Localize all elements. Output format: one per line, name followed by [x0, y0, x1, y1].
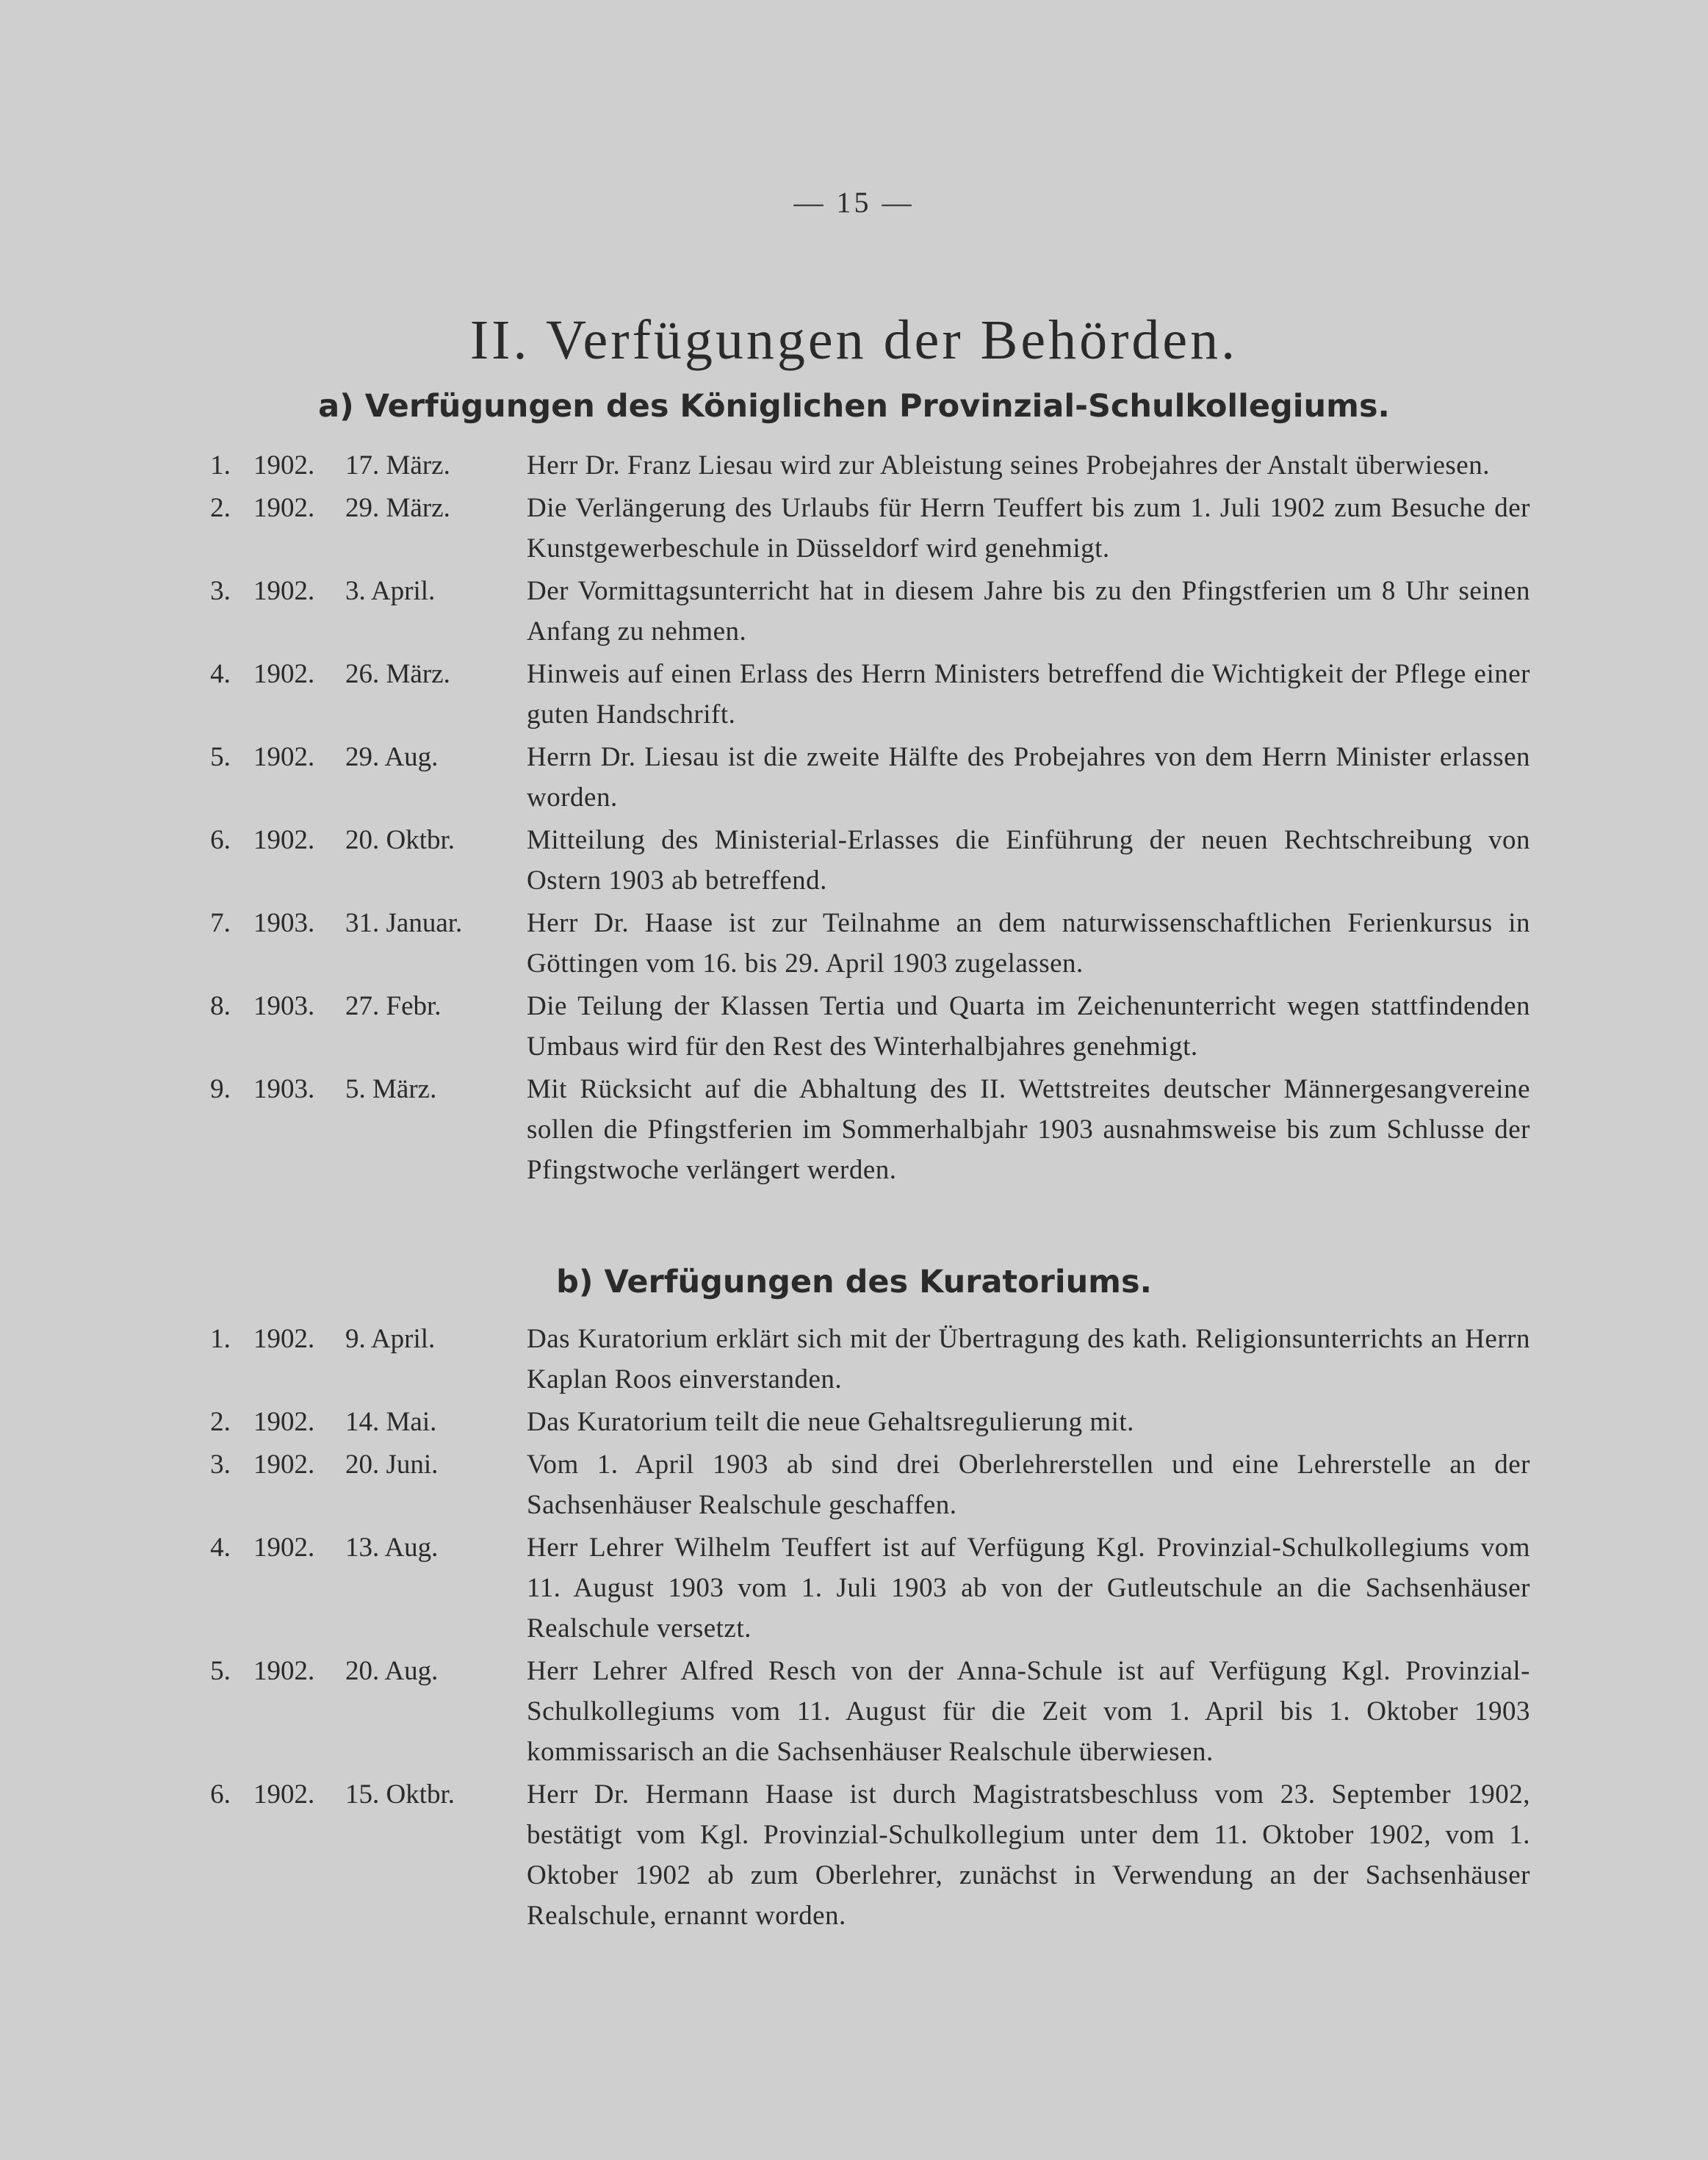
entry-a-2 — [0, 488, 1708, 569]
entry-year: 1903. — [253, 908, 315, 938]
entry-date: 17. März. — [345, 450, 450, 480]
entry-number: 8. — [210, 991, 231, 1021]
entry-number: 4. — [210, 1533, 231, 1563]
entry-number: 9. — [210, 1074, 231, 1104]
entry-a-1 — [0, 445, 1708, 486]
entry-b-5 — [0, 1651, 1708, 1772]
entry-text: Vom 1. April 1903 ab sind drei Oberlehrerstellen und eine Lehrerstelle an der Sachsenhäuser Realschule geschaffen. — [527, 1450, 1530, 1520]
entry-year: 1902. — [253, 1533, 315, 1563]
entry-text: Herr Dr. Haase ist zur Teilnahme an dem naturwissenschaftlichen Ferienkursus in Göttingen vom 16. bis 29. April 1903 zugelassen. — [527, 908, 1530, 979]
entry-date: 31. Januar. — [345, 908, 463, 938]
entry-b-3 — [0, 1444, 1708, 1525]
entry-date: 13. Aug. — [345, 1533, 439, 1563]
entry-date: 5. März. — [345, 1074, 437, 1104]
entry-year: 1902. — [253, 825, 315, 855]
entry-year: 1902. — [253, 659, 315, 689]
section-a-heading: a) Verfügungen des Königlichen Provinzial-Schulkollegiums. — [318, 388, 1390, 425]
entry-number: 2. — [210, 493, 231, 523]
entry-year: 1902. — [253, 576, 315, 606]
entry-text: Mit Rücksicht auf die Abhaltung des II. Wettstreites deutscher Männergesangvereine sollen die Pfingstferien im Sommerhalbjahr 1903 ausnahmsweise bis zum Schlusse der Pfingstwoche verlängert werden. — [527, 1074, 1530, 1185]
page-number: — 15 — — [793, 186, 915, 219]
entry-year: 1903. — [253, 1074, 315, 1104]
entry-date: 14. Mai. — [345, 1407, 437, 1437]
entry-year: 1902. — [253, 1450, 315, 1480]
entry-a-4 — [0, 654, 1708, 735]
entry-year: 1902. — [253, 493, 315, 523]
entry-b-4 — [0, 1527, 1708, 1649]
entry-number: 5. — [210, 1656, 231, 1686]
entry-year: 1902. — [253, 1779, 315, 1810]
entry-text: Herr Lehrer Alfred Resch von der Anna-Schule ist auf Verfügung Kgl. Provinzial-Schulkollegiums vom 11. August für die Zeit vom 1. April bis 1. Oktober 1903 kommissarisch an die Sachsenhäuser Realschule überwiesen. — [527, 1656, 1530, 1767]
entry-text: Das Kuratorium erklärt sich mit der Übertragung des kath. Religionsunterrichts an Herrn Kaplan Roos einverstanden. — [527, 1324, 1530, 1394]
entry-a-7 — [0, 903, 1708, 984]
entry-year: 1902. — [253, 1656, 315, 1686]
entry-text: Herrn Dr. Liesau ist die zweite Hälfte des Probejahres von dem Herrn Minister erlassen worden. — [527, 742, 1530, 813]
entry-number: 2. — [210, 1407, 231, 1437]
entry-number: 1. — [210, 1324, 231, 1354]
entry-number: 1. — [210, 450, 231, 480]
entry-year: 1902. — [253, 742, 315, 772]
entry-b-1 — [0, 1319, 1708, 1400]
entry-text: Die Verlängerung des Urlaubs für Herrn Teuffert bis zum 1. Juli 1902 zum Besuche der Kunstgewerbeschule in Düsseldorf wird genehmigt. — [527, 493, 1530, 564]
entry-number: 6. — [210, 825, 231, 855]
entry-date: 3. April. — [345, 576, 436, 606]
entry-year: 1902. — [253, 450, 315, 480]
entry-number: 5. — [210, 742, 231, 772]
entry-date: 9. April. — [345, 1324, 436, 1354]
entry-text: Das Kuratorium teilt die neue Gehaltsregulierung mit. — [527, 1407, 1134, 1437]
entry-date: 20. Juni. — [345, 1450, 439, 1480]
section-b-entries — [0, 1319, 1708, 1938]
entry-date: 20. Oktbr. — [345, 825, 455, 855]
entry-date: 20. Aug. — [345, 1656, 439, 1686]
page-title: II. Verfügungen der Behörden. — [469, 309, 1239, 371]
entry-number: 7. — [210, 908, 231, 938]
entry-text: Mitteilung des Ministerial-Erlasses die Einführung der neuen Rechtschreibung von Ostern 1903 ab betreffend. — [527, 825, 1530, 896]
entry-text: Die Teilung der Klassen Tertia und Quarta im Zeichenunterricht wegen stattfindenden Umbaus wird für den Rest des Winterhalbjahres genehmigt. — [527, 991, 1530, 1062]
entry-a-6 — [0, 820, 1708, 901]
entry-a-8 — [0, 986, 1708, 1067]
entry-a-3 — [0, 571, 1708, 652]
entry-a-5 — [0, 737, 1708, 818]
entry-number: 4. — [210, 659, 231, 689]
entry-text: Hinweis auf einen Erlass des Herrn Ministers betreffend die Wichtigkeit der Pflege einer guten Handschrift. — [527, 659, 1530, 730]
entry-date: 26. März. — [345, 659, 450, 689]
entry-date: 15. Oktbr. — [345, 1779, 455, 1810]
entry-date: 29. März. — [345, 493, 450, 523]
entry-number: 3. — [210, 1450, 231, 1480]
entry-year: 1902. — [253, 1324, 315, 1354]
entry-number: 3. — [210, 576, 231, 606]
entry-text: Herr Dr. Hermann Haase ist durch Magistratsbeschluss vom 23. September 1902, bestätigt vom Kgl. Provinzial-Schulkollegium unter dem 11. Oktober 1902, vom 1. Oktober 1902 ab zum Oberlehrer, zunächst in Verwendung an der Sachsenhäuser Realschule, ernannt worden. — [527, 1779, 1530, 1931]
entry-year: 1902. — [253, 1407, 315, 1437]
entry-text: Der Vormittagsunterricht hat in diesem Jahre bis zu den Pfingstferien um 8 Uhr seinen Anfang zu nehmen. — [527, 576, 1530, 647]
entry-text: Herr Dr. Franz Liesau wird zur Ableistung seines Probejahres der Anstalt überwiesen. — [527, 450, 1490, 480]
entry-date: 27. Febr. — [345, 991, 442, 1021]
entry-b-6 — [0, 1774, 1708, 1936]
entry-b-2 — [0, 1402, 1708, 1442]
entry-year: 1903. — [253, 991, 315, 1021]
entry-text: Herr Lehrer Wilhelm Teuffert ist auf Verfügung Kgl. Provinzial-Schulkollegiums vom 11. August 1903 vom 1. Juli 1903 ab von der Gutleutschule an die Sachsenhäuser Realschule versetzt. — [527, 1533, 1530, 1644]
entry-date: 29. Aug. — [345, 742, 439, 772]
section-b-heading: b) Verfügungen des Kuratoriums. — [556, 1264, 1152, 1300]
entry-number: 6. — [210, 1779, 231, 1810]
section-a-entries — [0, 445, 1708, 1192]
entry-a-9 — [0, 1069, 1708, 1190]
